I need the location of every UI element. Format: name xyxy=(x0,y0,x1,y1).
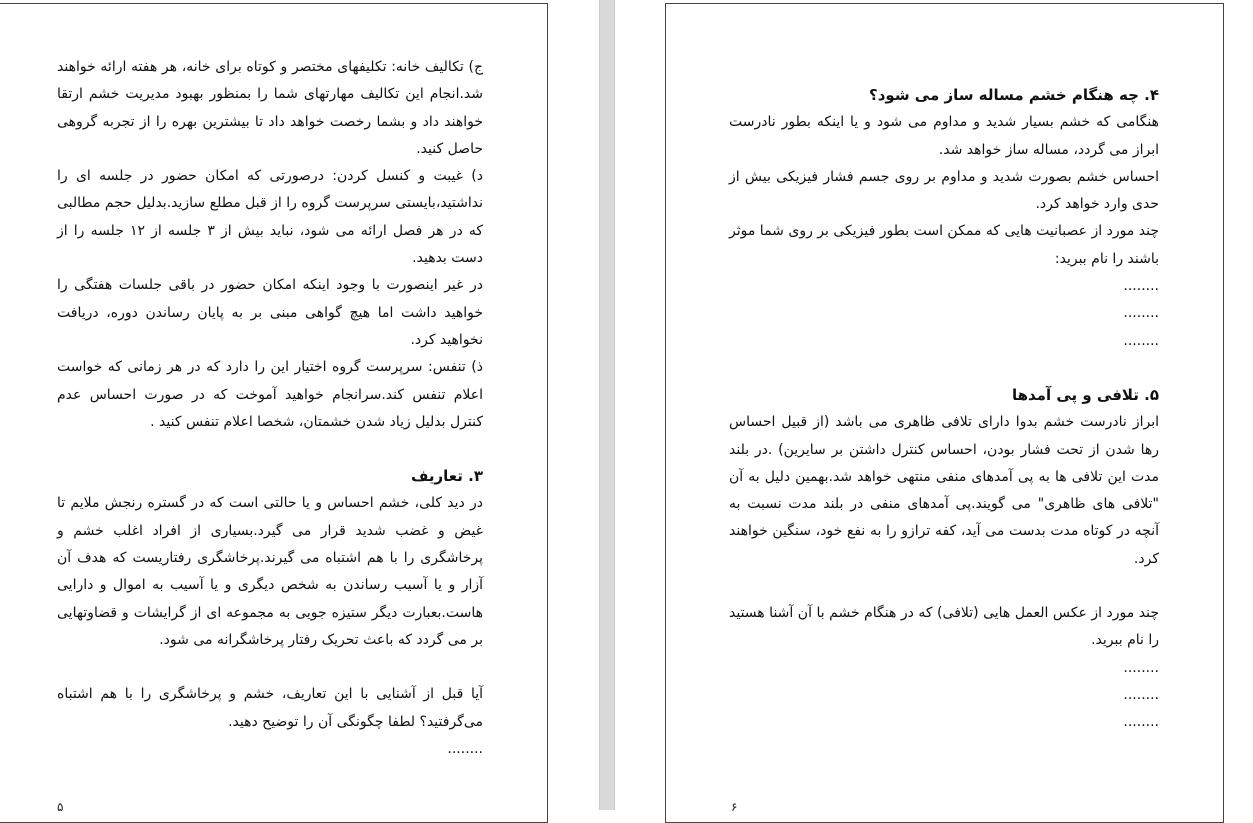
page-5-content xyxy=(57,54,483,763)
question-paragraph: آیا قبل از آشنایی با این تعاریف، خشم و پرخاشگری را با هم اشتباه می‌گرفتید؟ لطفا چگونگی آن را توضیح دهید. xyxy=(57,686,483,730)
answer-blank: ........ xyxy=(1123,332,1159,349)
absence-paragraph: د) غیبت و کنسل کردن: درصورتی که امکان حضور در جلسه ای را نداشتید،بایستی سرپرست گروه را از قبل مطلع سازید.بدلیل حجم مطالبی که در هر فصل ارائه می شود، نباید بیش از ۳ جلسه از ۱۲ جلسه را از دست بدهید. xyxy=(57,168,483,267)
section-4-heading: ۴. چه هنگام خشم مساله ساز می شود؟ xyxy=(869,86,1159,104)
page-number: ۶ xyxy=(731,800,738,814)
page-5 xyxy=(0,3,548,823)
answer-blank: ........ xyxy=(1123,278,1159,295)
page-gutter xyxy=(599,0,615,810)
answer-blank: ........ xyxy=(1123,305,1159,322)
page-6-content xyxy=(729,82,1159,737)
answer-blank: ........ xyxy=(1123,714,1159,731)
break-paragraph: ذ) تنفس: سرپرست گروه اختیار این را دارد که در هر زمانی که خواست اعلام تنفس کند.سرانجام خواهید آموخت که در صورت احساس عدم کنترل بدلیل زیاد شدن خشمتان، شخصا اعلام تنفس کنید . xyxy=(57,359,483,430)
page-6 xyxy=(665,3,1224,823)
answer-blank: ........ xyxy=(1123,686,1159,703)
definitions-heading: ۳. تعاریف xyxy=(411,467,483,486)
section-5-heading: ۵. تلافی و پی آمدها xyxy=(1011,385,1159,404)
section-4-paragraph: چند مورد از عصبانیت هایی که ممکن است بطور فیزیکی بر روی شما موثر باشند را نام ببرید: xyxy=(729,223,1159,267)
answer-blank: ........ xyxy=(1123,659,1159,676)
section-5-prompt: چند مورد از عکس العمل هایی (تلافی) که در هنگام خشم با آن آشنا هستید را نام ببرید. xyxy=(729,605,1159,649)
definitions-paragraph: در دید کلی، خشم احساس و یا حالتی است که در گستره رنجش ملایم تا غیض و غضب شدید قرار می گیرد.بسیاری از افراد اغلب خشم و پرخاشگری را با هم اشتباه می گیرند.پرخاشگری رفتاریست که هدف آن آزار و یا آسیب رساندن به شخص دیگری و یا آسیب به اموال و دارایی هاست.بعبارت دیگر ستیزه جویی به مجموعه ای از گرایشات و قضاوتهایی بر می گردد که باعث تحریک رفتار پرخاشگرانه می شود. xyxy=(57,495,483,648)
section-4-paragraph: هنگامی که خشم بسیار شدید و مداوم می شود و یا اینکه بطور نادرست ابراز می گردد، مساله ساز خواهد شد. xyxy=(729,114,1159,158)
answer-blank: ........ xyxy=(447,740,483,757)
homework-paragraph: ج) تکالیف خانه: تکلیفهای مختصر و کوتاه برای خانه، هر هفته ارائه خواهند شد.انجام این تکالیف مهارتهای شما را بمنظور بهبود مدیریت خشم ارتقا خواهند داد و بشما رخصت خواهد داد تا بیشترین بهره را از تجربه گروهی حاصل کنید. xyxy=(57,59,483,157)
section-5-paragraph: ابراز نادرست خشم بدوا دارای تلافی ظاهری می باشد (از قبیل احساس رها شدن از تحت فشار بودن، احساس کنترل داشتن بر سایرین) .در بلند مدت این تلافی ها به پی آمدهای منفی منتهی خواهد شد.بهمین دلیل به آن "تلافی های ظاهری" می گویند.پی آمدهای منفی در بلند مدت نسبت به آنچه در کوتاه مدت بدست می آید، کفه ترازو را به نفع خود، سنگین خواهند کرد. xyxy=(729,414,1159,567)
page-number: ۵ xyxy=(57,800,64,814)
section-4-paragraph: احساس خشم بصورت شدید و مداوم بر روی جسم فشار فیزیکی بیش از حدی وارد خواهد کرد. xyxy=(729,168,1159,213)
otherwise-paragraph: در غیر اینصورت با وجود اینکه امکان حضور در باقی جلسات هفتگی را خواهید داشت اما هیچ گواهی مبنی بر به پایان رساندن دوره، دریافت نخواهید کرد. xyxy=(57,277,483,348)
